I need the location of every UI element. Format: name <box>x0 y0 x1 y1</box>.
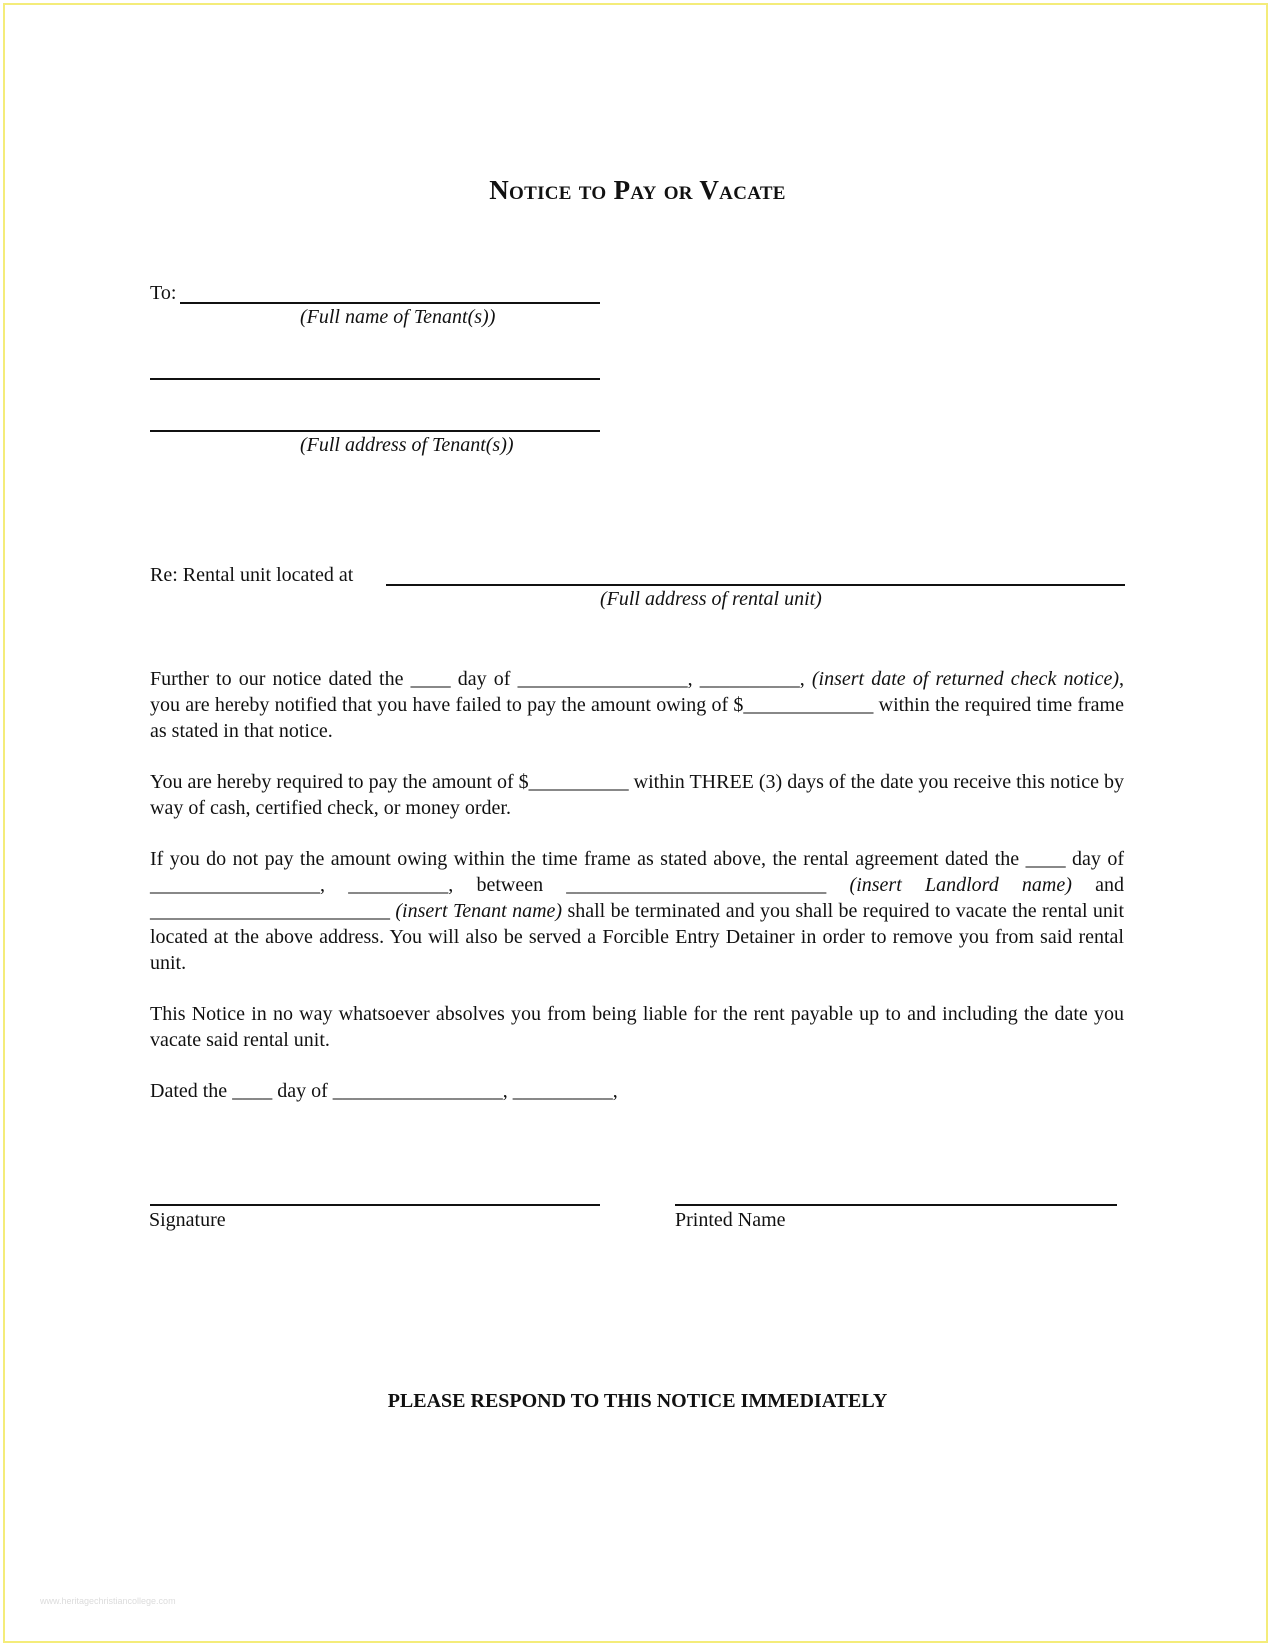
tenant-address-line-2[interactable] <box>150 430 600 432</box>
para3-text-e: shall be terminated and you shall be required to vacate the rental unit located at the above address. You will also be served a Forcible Entry Detainer in order to remove you from said rental unit. <box>150 900 1125 974</box>
document-title: Notice to Pay or Vacate <box>489 175 786 205</box>
to-label: To: <box>150 282 177 304</box>
re-label: Re: Rental unit located at <box>150 564 354 586</box>
paragraph-returned-check <box>150 666 1124 744</box>
rental-address-line[interactable] <box>386 584 1125 586</box>
printed-name-line[interactable] <box>675 1204 1117 1206</box>
printed-name-label: Printed Name <box>675 1209 786 1231</box>
para3-landlord-note: (insert Landlord name) <box>849 874 1072 896</box>
tenant-name-line[interactable] <box>180 302 600 304</box>
rental-address-caption: (Full address of rental unit) <box>600 588 822 610</box>
dated-line: Dated the ____ day of _________________, __________, <box>150 1080 618 1102</box>
para1-italic-note: (insert date of returned check notice) <box>811 668 1119 690</box>
para3-text-c: and ________________________ <box>150 874 1125 922</box>
closing-instruction: PLEASE RESPOND TO THIS NOTICE IMMEDIATELY <box>387 1390 888 1412</box>
para3-text-a: If you do not pay the amount owing within the time frame as stated above, the rental agreement dated the ____ day of _________________, __________, between __________________________ <box>150 848 1124 896</box>
para1-text-c: , you are hereby notified that you have failed to pay the amount owing of $_____________ within the required time frame as stated in that notice. <box>150 668 1124 742</box>
watermark: www.heritagechristiancollege.com <box>40 1596 176 1606</box>
tenant-name-caption: (Full name of Tenant(s)) <box>300 306 496 328</box>
para1-text-a: Further to our notice dated the ____ day of _________________, __________, <box>150 668 805 690</box>
signature-line[interactable] <box>150 1204 600 1206</box>
tenant-address-line-1[interactable] <box>150 378 600 380</box>
tenant-address-caption: (Full address of Tenant(s)) <box>300 434 514 456</box>
para3-tenant-note: (insert Tenant name) <box>395 900 563 922</box>
paragraph-liability: This Notice in no way whatsoever absolves you from being liable for the rent payable up to and including the date you vacate said rental unit. <box>150 1003 1124 1051</box>
signature-label: Signature <box>149 1209 226 1231</box>
paragraph-termination <box>150 846 1124 976</box>
paragraph-pay-demand: You are hereby required to pay the amount of $__________ within THREE (3) days of the date you receive this notice by way of cash, certified check, or money order. <box>150 771 1124 819</box>
